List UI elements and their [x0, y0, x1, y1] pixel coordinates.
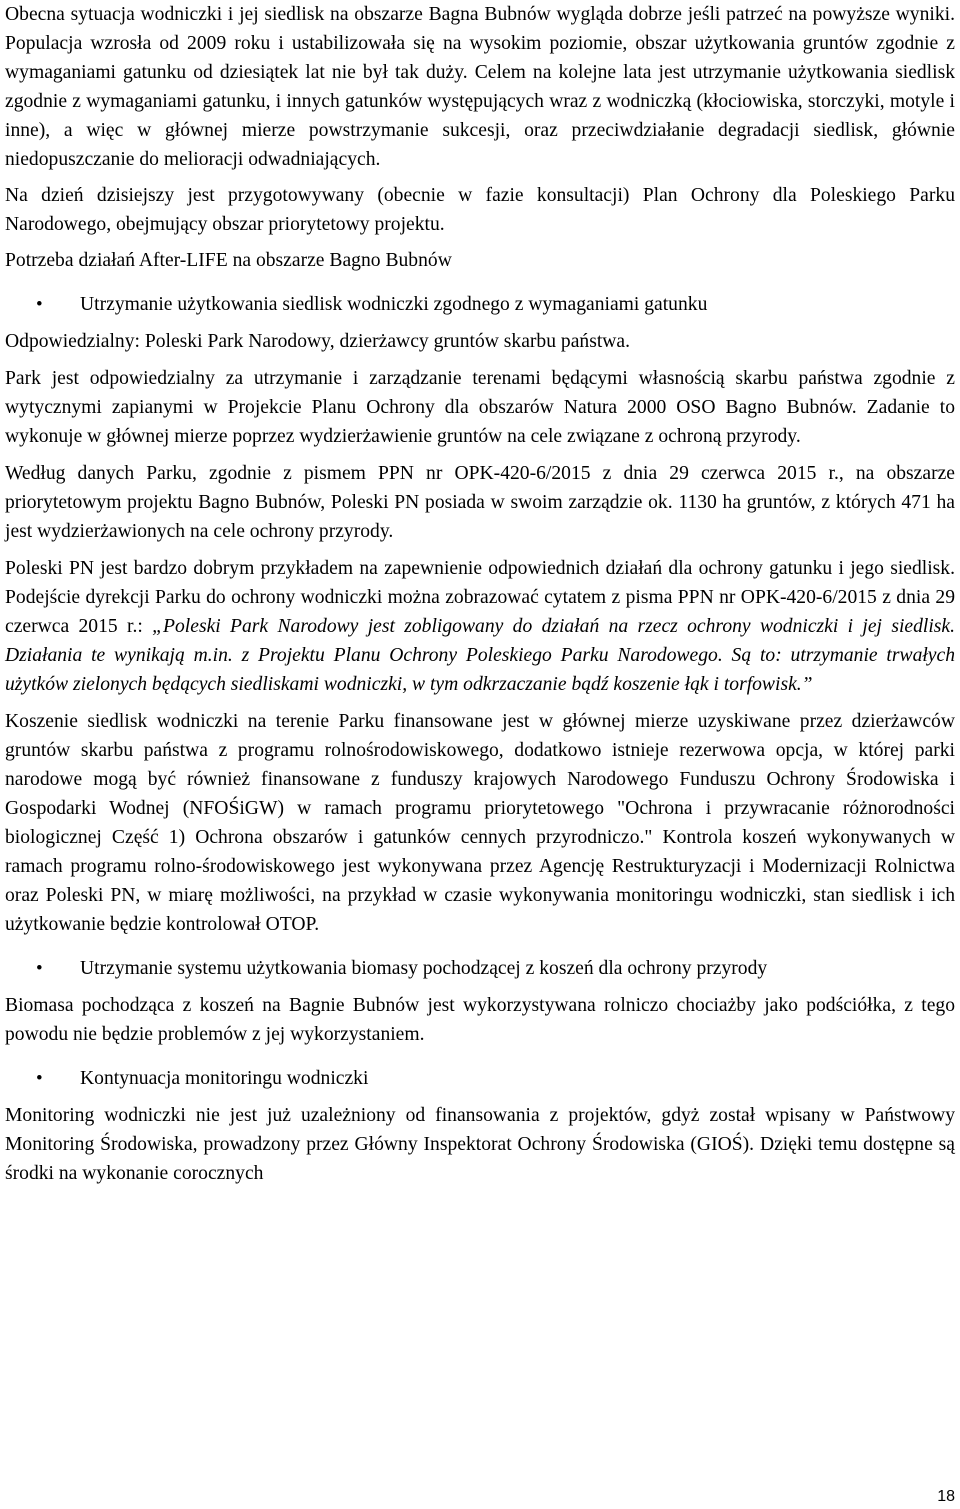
bullet-icon: •	[36, 294, 43, 315]
page-number: 18	[937, 1488, 955, 1505]
paragraph-protection-plan: Na dzień dzisiejszy jest przygotowywany (obecnie w fazie konsultacji) Plan Ochrony dla Poleskiego Parku Narodowego, obejmujący obszar priorytetowy projektu.	[5, 185, 955, 235]
section-heading-after-life: Potrzeba działań After-LIFE na obszarze Bagno Bubnów	[5, 250, 452, 271]
bullet-item-monitoring	[5, 1064, 955, 1093]
paragraph-responsible: Odpowiedzialny: Poleski Park Narodowy, dzierżawcy gruntów skarbu państwa.	[5, 331, 631, 352]
bullet-icon: •	[36, 1068, 43, 1089]
paragraph-poleski-example	[5, 554, 955, 699]
paragraph-mowing-financing: Koszenie siedlisk wodniczki na terenie Parku finansowane jest w głównej mierze uzyskiwane przez dzierżawców gruntów skarbu państwa z programu rolnośrodowiskowego, dodatkowo istnieje rezerwowa opcja, w której parki narodowe mogą być również finansowane z funduszy krajowych Narodowego Funduszu Ochrony Środowiska i Gospodarki Wodnej (NFOŚiGW) w ramach programu priorytetowego "Ochrona i przywracanie różnorodności biologicznej Część 1) Ochrona obszarów i gatunków cennych przyrodniczo." Kontrola koszeń wykonywanych w ramach programu rolno-środowiskowego jest wykonywana przez Agencję Restrukturyzacji i Modernizacji Rolnictwa oraz Poleski PN, w miarę możliwości, na przykład w czasie wykonywania monitoringu wodniczki, stan siedlisk i ich użytkowanie będzie kontrolował OTOP.	[5, 711, 955, 935]
bullet-item-habitat-use	[5, 290, 955, 319]
paragraph-monitoring: Monitoring wodniczki nie jest już uzależniony od finansowania z projektów, gdyż został wpisany w Państwowy Monitoring Środowiska, prowadzony przez Główny Inspektorat Ochrony Środowiska (GIOŚ). Dzięki temu dostępne są środki na wykonanie corocznych	[5, 1105, 955, 1184]
paragraph-park-data: Według danych Parku, zgodnie z pismem PPN nr OPK-420-6/2015 z dnia 29 czerwca 2015 r., na obszarze priorytetowym projektu Bagno Bubnów, Poleski PN posiada w swoim zarządzie ok. 1130 ha gruntów, z których 471 ha jest wydzierżawionych na cele ochrony przyrody.	[5, 463, 955, 542]
paragraph-park-responsibility: Park jest odpowiedzialny za utrzymanie i zarządzanie terenami będącymi własnością skarbu państwa zgodnie z wytycznymi zapianymi w Projekcie Planu Ochrony dla obszarów Natura 2000 OSO Bagno Bubnów. Zadanie to wykonuje w głównej mierze poprzez wydzierżawienie gruntów na cele związane z ochroną przyrody.	[5, 368, 955, 447]
bullet-text: Utrzymanie użytkowania siedlisk wodniczki zgodnego z wymaganiami gatunku	[80, 294, 708, 315]
paragraph-text: Poleski PN jest bardzo dobrym przykładem na zapewnienie odpowiednich działań dla ochrony gatunku i jego siedlisk. Podejście dyrekcji Parku do ochrony wodniczki można zobrazować cytatem z pisma PPN nr OPK-420-6/2015 z dnia 29 czerwca 2015 r.:	[5, 558, 955, 637]
bullet-text: Kontynuacja monitoringu wodniczki	[80, 1068, 369, 1089]
bullet-text: Utrzymanie systemu użytkowania biomasy pochodzącej z koszeń dla ochrony przyrody	[80, 958, 768, 979]
bullet-icon: •	[36, 958, 43, 979]
quote-text: „Poleski Park Narodowy jest zobligowany do działań na rzecz ochrony wodniczki i jej siedlisk. Działania te wynikają m.in. z Projektu Planu Ochrony Poleskiego Parku Narodowego. Są to: utrzymanie trwałych użytków zielonych będących siedliskami wodniczki, w tym odkrzaczanie bądź koszenie łąk i torfowisk.”	[5, 616, 955, 695]
document-page	[5, 0, 955, 1188]
bullet-item-biomass	[5, 954, 955, 983]
paragraph-current-situation: Obecna sytuacja wodniczki i jej siedlisk na obszarze Bagna Bubnów wygląda dobrze jeśli patrzeć na powyższe wyniki. Populacja wzrosła od 2009 roku i ustabilizowała się na wysokim poziomie, obszar użytkowania gruntów zgodnie z wymaganiami gatunku od dziesiątek lat nie był tak duży. Celem na kolejne lata jest utrzymanie użytkowania siedlisk zgodnie z wymaganiami gatunku, i innych gatunków występujących wraz z wodniczką (kłociowiska, storczyki, motyle i inne), a więc w głównej mierze powstrzymanie sukcesji, oraz przeciwdziałanie degradacji siedlisk, głównie niedopuszczanie do melioracji odwadniających.	[5, 4, 955, 170]
paragraph-biomass-use: Biomasa pochodząca z koszeń na Bagnie Bubnów jest wykorzystywana rolniczo chociażby jako podściółka, z tego powodu nie będzie problemów z jej wykorzystaniem.	[5, 995, 955, 1045]
